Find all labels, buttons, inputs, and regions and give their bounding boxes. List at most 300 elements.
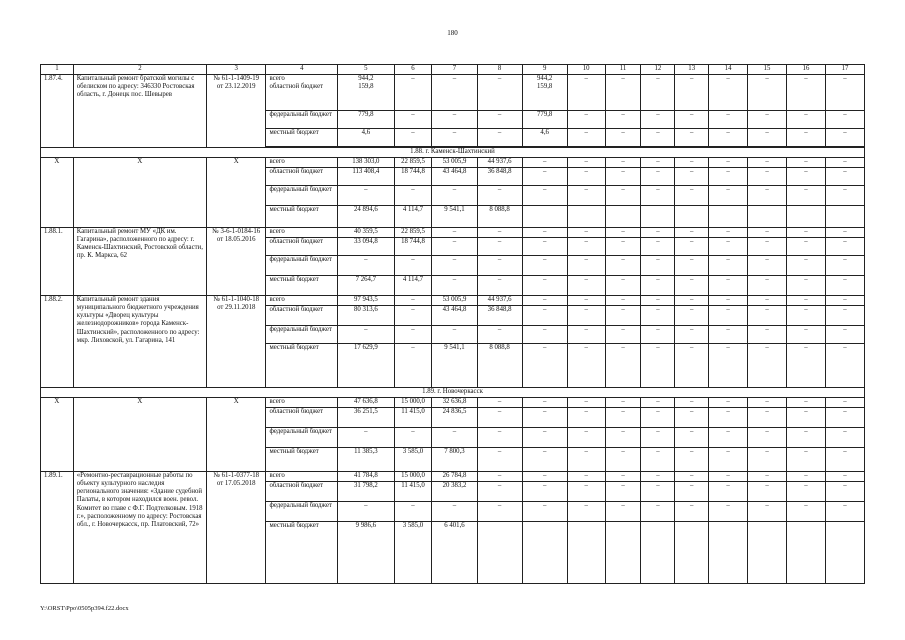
section-title: 1.88. г. Каменск-Шахтинский [41,148,865,158]
cell-dash: – [338,428,394,448]
cell-dash: – [748,306,787,326]
table-row [41,296,865,306]
cell-dash: – [605,398,641,408]
cell-dash: – [394,428,432,448]
row-number: 1.88.2. [41,296,74,388]
table-row [41,472,865,482]
cell-value: 44 937,6 [477,296,522,306]
cell-dash: – [522,276,567,296]
cell-x: Х [207,398,266,472]
cell-dash: – [477,186,522,206]
cell-dash: – [748,256,787,276]
cell-value: 944,2 159,8 [338,75,394,111]
cell-dash: – [786,448,825,472]
cell-value: 80 313,6 [338,306,394,326]
cell-dash: – [522,168,567,186]
cell-dash: – [522,186,567,206]
cell-dash: – [786,472,825,482]
col-header: 4 [266,65,338,75]
document-ref: № 61-1-0377-18 от 17.05.2018 [207,472,266,584]
cell-dash: – [605,408,641,428]
cell-dash: – [825,296,864,306]
cell-dash: – [477,75,522,111]
cell-dash: – [709,306,748,326]
cell-dash: – [675,448,709,472]
cell-dash: – [675,228,709,238]
cell-value: 20 383,2 [432,482,477,502]
cell-dash: – [605,344,641,388]
cell-dash: – [825,428,864,448]
cell-dash: – [825,129,864,147]
cell-dash: – [641,472,675,482]
budget-label: федеральный бюджет [266,326,338,344]
cell-value: 44 937,6 [477,158,522,168]
col-header: 5 [338,65,394,75]
cell-dash: – [394,306,432,326]
section-row [41,388,865,398]
cell-dash: – [432,129,477,147]
cell-x: Х [41,158,74,228]
cell-dash: – [786,158,825,168]
cell-dash: – [641,448,675,472]
cell-dash: – [641,168,675,186]
table-row [41,228,865,238]
col-header: 1 [41,65,74,75]
cell-dash: – [825,398,864,408]
cell-dash: – [432,428,477,448]
cell-dash: – [641,296,675,306]
cell-dash: – [709,408,748,428]
budget-label: всего областной бюджет [266,75,338,111]
cell-dash: – [675,326,709,344]
cell-dash: – [709,428,748,448]
cell-dash: – [825,238,864,256]
cell-value: 4,6 [522,129,567,147]
cell-dash: – [605,276,641,296]
cell-dash: – [605,228,641,238]
cell-dash: – [567,408,605,428]
cell-dash: – [748,228,787,238]
cell-dash: – [605,75,641,111]
cell-dash: – [825,326,864,344]
cell-dash: – [567,472,605,482]
section-row [41,148,865,158]
cell-dash: – [567,158,605,168]
cell-dash: – [825,158,864,168]
cell-value: 11 415,0 [394,482,432,502]
cell-value: 113 408,4 [338,168,394,186]
cell-x: Х [207,158,266,228]
budget-label: всего [266,296,338,306]
object-name: «Ремонтно-реставрационные работы по объекту культурного наследия регионального значения: «Здание судебной Палаты, в котором находился воен. револ. Комитет во главе с Ф.Г. Подтелковым. 1918 г.», расположенному по адресу: Ростовская обл., г. Новочеркасск, пр. Платовский, 72» [73,472,206,584]
col-header: 6 [394,65,432,75]
col-header: 12 [641,65,675,75]
cell-dash: – [567,306,605,326]
cell-dash: – [709,75,748,111]
cell-dash: – [786,228,825,238]
cell-dash: – [522,344,567,388]
col-header: 3 [207,65,266,75]
cell-dash: – [709,158,748,168]
cell-value: 9 541,1 [432,344,477,388]
cell-dash: – [786,186,825,206]
cell-dash: – [522,326,567,344]
cell-value: 4,6 [338,129,394,147]
cell-dash: – [605,428,641,448]
cell-dash: – [675,129,709,147]
cell-dash: – [641,398,675,408]
cell-dash: – [709,228,748,238]
cell-value: 36 848,8 [477,168,522,186]
cell-dash: – [522,398,567,408]
cell-x: Х [73,158,206,228]
cell-dash: – [709,502,748,522]
cell-dash: – [748,111,787,129]
cell-dash: – [567,129,605,147]
cell-dash: – [432,228,477,238]
cell-dash: – [709,326,748,344]
cell-dash: – [567,482,605,502]
cell-dash: – [394,344,432,388]
cell-dash: – [477,228,522,238]
cell-dash: – [477,238,522,256]
cell-dash: – [567,344,605,388]
cell-dash: – [709,398,748,408]
cell-dash: – [338,256,394,276]
cell-dash: – [477,502,522,522]
object-name: Капитальный ремонт МУ «ДК им. Гагарина», расположенного по адресу: г. Каменск-Шахтинский, Ростовской области, пр. К. Маркса, 62 [73,228,206,296]
cell-value: 3 585,0 [394,522,432,584]
col-header: 8 [477,65,522,75]
cell-dash: – [748,158,787,168]
cell-dash: – [394,129,432,147]
cell-value: 36 251,5 [338,408,394,428]
section-title: 1.89. г. Новочеркасск [41,388,865,398]
cell-dash: – [605,158,641,168]
cell-dash: – [675,238,709,256]
document-ref: № 61-1-1409-19 от 23.12.2019 [207,75,266,148]
cell-dash: – [675,256,709,276]
budget-label: местный бюджет [266,344,338,388]
col-header: 13 [675,65,709,75]
cell-dash: – [641,408,675,428]
cell-dash: – [675,398,709,408]
cell-dash: – [567,186,605,206]
cell-dash: – [825,186,864,206]
cell-dash: – [748,428,787,448]
table-row [41,398,865,408]
cell-value: 41 784,8 [338,472,394,482]
cell-dash: – [522,158,567,168]
col-header: 10 [567,65,605,75]
cell-dash: – [394,256,432,276]
cell-dash: – [477,276,522,296]
cell-dash: – [748,482,787,502]
cell-dash: – [605,502,641,522]
cell-dash: – [675,276,709,296]
cell-dash: – [567,398,605,408]
cell-dash: – [825,168,864,186]
col-header: 2 [73,65,206,75]
cell-value: 7 264,7 [338,276,394,296]
budget-label: областной бюджет [266,168,338,186]
cell-dash: – [786,296,825,306]
cell-dash: – [709,448,748,472]
cell-value: 18 744,8 [394,168,432,186]
cell-dash: – [748,168,787,186]
cell-dash: – [432,75,477,111]
cell-dash: – [522,448,567,472]
footer-file-path: Y:\ORST\Ppo\0505p394.f22.docx [40,605,129,612]
cell-dash: – [394,111,432,129]
budget-table [40,64,865,584]
cell-value: 26 784,8 [432,472,477,482]
cell-dash: – [786,276,825,296]
cell-dash: – [605,111,641,129]
cell-dash: – [605,482,641,502]
cell-dash: – [605,186,641,206]
cell-dash: – [394,296,432,306]
budget-label: местный бюджет [266,276,338,296]
cell-dash: – [748,296,787,306]
cell-dash: – [786,111,825,129]
budget-label: местный бюджет [266,129,338,147]
cell-dash: – [567,502,605,522]
budget-label: местный бюджет [266,522,338,584]
cell-dash: – [477,448,522,472]
cell-dash: – [709,296,748,306]
cell-dash: – [825,276,864,296]
cell-dash: – [477,408,522,428]
cell-dash: – [338,326,394,344]
cell-dash: – [748,186,787,206]
budget-label: местный бюджет [266,448,338,472]
cell-value: 138 303,0 [338,158,394,168]
row-number: 1.87.4. [41,75,74,148]
cell-value: 24 836,5 [432,408,477,428]
cell-value: 33 094,8 [338,238,394,256]
cell-dash: – [748,408,787,428]
cell-dash: – [605,129,641,147]
budget-label: всего [266,158,338,168]
cell-dash: – [709,238,748,256]
cell-dash: – [641,276,675,296]
cell-dash: – [477,398,522,408]
cell-value: 15 000,0 [394,472,432,482]
cell-dash: – [748,398,787,408]
cell-dash: – [786,502,825,522]
cell-dash: – [432,502,477,522]
cell-dash: – [567,168,605,186]
cell-dash: – [641,158,675,168]
cell-value: 53 005,9 [432,158,477,168]
cell-dash: – [825,502,864,522]
cell-dash: – [825,472,864,482]
cell-dash: – [641,228,675,238]
page-number: 180 [447,29,458,37]
cell-dash: – [605,238,641,256]
cell-dash: – [786,344,825,388]
cell-value: 24 894,6 [338,206,394,228]
cell-value: 11 385,3 [338,448,394,472]
cell-dash: – [786,428,825,448]
cell-dash: – [432,326,477,344]
cell-dash: – [641,306,675,326]
cell-value: 43 464,8 [432,168,477,186]
cell-dash: – [825,75,864,111]
cell-dash: – [675,408,709,428]
cell-dash: – [477,256,522,276]
budget-label: федеральный бюджет [266,256,338,276]
col-header: 7 [432,65,477,75]
cell-value: 17 629,9 [338,344,394,388]
cell-dash: – [709,256,748,276]
cell-dash: – [675,75,709,111]
budget-label: областной бюджет [266,408,338,428]
cell-dash: – [748,344,787,388]
cell-dash: – [522,228,567,238]
cell-x: Х [73,398,206,472]
cell-value: 9 541,1 [432,206,477,228]
table-row [41,75,865,111]
cell-dash: – [786,482,825,502]
budget-label: местный бюджет [266,206,338,228]
row-number: 1.89.1. [41,472,74,584]
document-ref: № 3-6-1-0184-16 от 18.05.2016 [207,228,266,296]
object-name: Капитальный ремонт братской могилы с обелиском по адресу: 346330 Ростовская область, г. Донецк пос. Шевырев [73,75,206,148]
cell-dash: – [567,238,605,256]
cell-value: 36 848,8 [477,306,522,326]
cell-dash: – [477,111,522,129]
cell-value: 31 798,2 [338,482,394,502]
cell-dash: – [748,448,787,472]
cell-value: 22 859,5 [394,158,432,168]
cell-dash: – [394,326,432,344]
cell-dash: – [675,482,709,502]
budget-label: областной бюджет [266,238,338,256]
cell-dash: – [567,296,605,306]
cell-dash: – [825,482,864,502]
cell-dash: – [477,472,522,482]
cell-value: 18 744,8 [394,238,432,256]
cell-value: 4 114,7 [394,276,432,296]
cell-dash: – [522,502,567,522]
object-name: Капитальный ремонт здания муниципального бюджетного учреждения культуры «Дворец культуры железнодорожников» города Каменск-Шахтинский», расположенного по адресу: мкр. Лиховской, ул. Гагарина, 141 [73,296,206,388]
cell-value: 53 005,9 [432,296,477,306]
cell-value: 97 943,5 [338,296,394,306]
cell-dash: – [605,448,641,472]
cell-value: 4 114,7 [394,206,432,228]
cell-dash: – [432,111,477,129]
cell-dash: – [641,344,675,388]
cell-dash: – [567,256,605,276]
cell-dash: – [825,228,864,238]
cell-dash: – [709,111,748,129]
cell-dash: – [748,238,787,256]
cell-dash: – [786,75,825,111]
cell-value: 944,2 159,8 [522,75,567,111]
document-ref: № 61-1-1040-18 от 29.11.2018 [207,296,266,388]
cell-dash: – [605,296,641,306]
budget-label: всего [266,398,338,408]
cell-dash: – [338,186,394,206]
cell-dash: – [675,186,709,206]
cell-value: 11 415,0 [394,408,432,428]
cell-dash: – [675,111,709,129]
cell-dash: – [641,186,675,206]
cell-value: 8 088,8 [477,206,522,228]
cell-dash: – [567,228,605,238]
cell-dash: – [675,306,709,326]
cell-value: 15 000,0 [394,398,432,408]
cell-dash: – [522,256,567,276]
col-header: 9 [522,65,567,75]
cell-dash: – [432,276,477,296]
cell-dash: – [675,428,709,448]
cell-dash: – [825,306,864,326]
cell-dash: – [786,398,825,408]
col-header: 15 [748,65,787,75]
cell-dash: – [675,344,709,388]
cell-value: 32 636,8 [432,398,477,408]
cell-dash: – [709,168,748,186]
cell-dash: – [641,238,675,256]
budget-label: всего [266,228,338,238]
cell-dash: – [394,186,432,206]
cell-value: 8 088,8 [477,344,522,388]
cell-value: 7 800,3 [432,448,477,472]
cell-dash: – [748,129,787,147]
cell-dash: – [394,502,432,522]
cell-dash: – [477,428,522,448]
col-header: 17 [825,65,864,75]
cell-dash: – [748,502,787,522]
budget-label: областной бюджет [266,482,338,502]
cell-dash: – [522,472,567,482]
cell-dash: – [675,296,709,306]
cell-dash: – [432,186,477,206]
cell-dash: – [605,472,641,482]
cell-dash: – [675,158,709,168]
table-row [41,158,865,168]
cell-dash: – [786,306,825,326]
cell-value: 22 859,5 [394,228,432,238]
cell-value: 9 986,6 [338,522,394,584]
cell-value: 779,8 [338,111,394,129]
cell-dash: – [605,168,641,186]
cell-dash: – [786,408,825,428]
header-row [41,65,865,75]
cell-dash: – [675,472,709,482]
cell-dash: – [522,482,567,502]
cell-dash: – [641,75,675,111]
col-header: 16 [786,65,825,75]
budget-label: федеральный бюджет [266,111,338,129]
cell-dash: – [641,482,675,502]
cell-dash: – [825,256,864,276]
cell-dash: – [825,111,864,129]
cell-dash: – [605,326,641,344]
cell-dash: – [338,502,394,522]
cell-dash: – [522,408,567,428]
cell-dash: – [748,472,787,482]
cell-dash: – [432,256,477,276]
budget-label: федеральный бюджет [266,502,338,522]
cell-dash: – [825,344,864,388]
cell-dash: – [522,238,567,256]
cell-value: 47 636,8 [338,398,394,408]
cell-dash: – [786,168,825,186]
